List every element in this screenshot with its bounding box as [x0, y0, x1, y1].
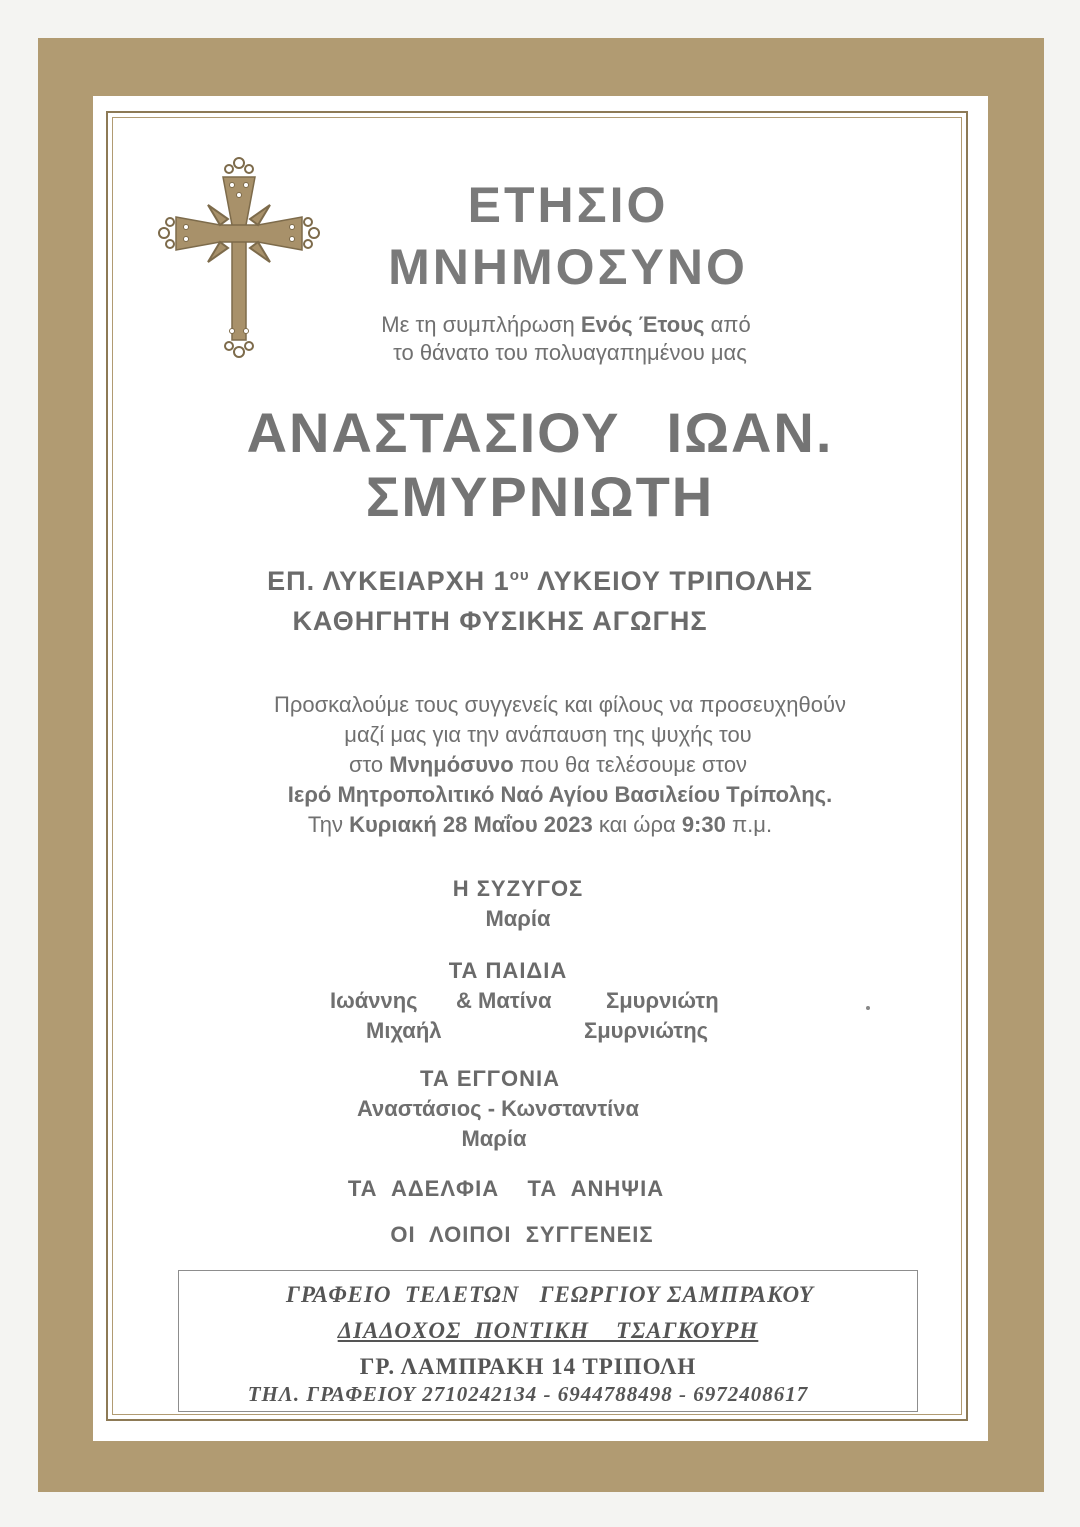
subtitle-emphasis: Ενός Έτους	[580, 312, 705, 337]
role-text: ΕΠ. ΛΥΚΕΙΑΡΧΗ 1	[267, 566, 510, 596]
child-2-name: Μιχαήλ	[366, 1018, 442, 1043]
child-1-name: Ιωάννης	[330, 988, 418, 1013]
subtitle-text: από	[704, 312, 751, 337]
date-emphasis: Κυριακή 28 Μαΐου 2023	[349, 812, 593, 837]
funeral-home-phones: ΤΗΛ. ΓΡΑΦΕΙΟΥ 2710242134 - 6944788498 - 6972408617	[247, 1382, 809, 1406]
date-text: Την	[307, 812, 350, 837]
children-label: ΤΑ ΠΑΙΔΙΑ	[448, 958, 568, 983]
deceased-name	[0, 400, 1080, 465]
invitation-line-2: μαζί μας για την ανάπαυση της ψυχής του	[344, 722, 752, 747]
title-line-2: ΜΝΗΜΟΣΥΝΟ	[388, 239, 748, 295]
subtitle-line-2: το θάνατο του πολυαγαπημένου μας	[393, 340, 747, 365]
invitation-emphasis: Μνημόσυνο	[389, 752, 514, 777]
invitation-text: στο	[348, 752, 390, 777]
child-1-surname: Σμυρνιώτη	[606, 988, 719, 1013]
grandchildren-line-1: Αναστάσιος - Κωνσταντίνα	[356, 1096, 640, 1121]
deceased-middle-name: ΙΩΑΝ.	[666, 401, 834, 464]
role-superscript: ου	[509, 567, 530, 584]
grandchildren-line-2: Μαρία	[461, 1126, 527, 1151]
siblings-nephews: ΤΑ ΑΔΕΛΦΙΑ ΤΑ ΑΝΗΨΙΑ	[347, 1176, 665, 1201]
child-2-surname: Σμυρνιώτης	[584, 1018, 709, 1043]
deceased-surname: ΣΜΥΡΝΙΩΤΗ	[365, 465, 715, 528]
role-text: ΛΥΚΕΙΟΥ ΤΡΙΠΟΛΗΣ	[529, 566, 813, 596]
invitation-text: που θα τελέσουμε στον	[513, 752, 748, 777]
deceased-first-name: ΑΝΑΣΤΑΣΙΟΥ	[246, 401, 621, 464]
invitation-line-3	[8, 752, 1080, 778]
grandchildren-label: ΤΑ ΕΓΓΟΝΙΑ	[420, 1066, 560, 1091]
time-emphasis: 9:30	[681, 812, 726, 837]
other-relatives: ΟΙ ΛΟΙΠΟΙ ΣΥΓΓΕΝΕΙΣ	[390, 1222, 654, 1247]
date-text: π.μ.	[725, 812, 773, 837]
invitation-line-1: Προσκαλούμε τους συγγενείς και φίλους να προσευχηθούν	[273, 692, 847, 717]
title-line-1: ΕΤΗΣΙΟ	[467, 177, 669, 233]
invitation-church: Ιερό Μητροπολιτικό Ναό Αγίου Βασιλείου Τρίπολης.	[287, 782, 833, 807]
spouse-name: Μαρία	[485, 906, 551, 931]
child-1-spouse: & Ματίνα	[456, 988, 552, 1013]
invitation-date	[0, 812, 1080, 838]
subtitle-text: Με τη συμπλήρωση	[381, 312, 581, 337]
funeral-home-address: ΓΡ. ΛΑΜΠΡΑΚΗ 14 ΤΡΙΠΟΛΗ	[359, 1354, 697, 1379]
spouse-label: Η ΣΥΖΥΓΟΣ	[452, 876, 584, 901]
title-role-1	[0, 566, 1080, 597]
funeral-home-successor: ΔΙΑΔΟΧΟΣ ΠΟΝΤΙΚΗ ΤΣΑΓΚΟΥΡΗ	[337, 1318, 759, 1343]
funeral-home-name: ΓΡΑΦΕΙΟ ΤΕΛΕΤΩΝ ΓΕΩΡΓΙΟΥ ΣΑΜΠΡΑΚΟΥ	[286, 1282, 814, 1307]
date-text: και ώρα	[592, 812, 682, 837]
title-role-2: ΚΑΘΗΓΗΤΗ ΦΥΣΙΚΗΣ ΑΓΩΓΗΣ	[292, 606, 708, 636]
subtitle-line-1	[26, 312, 1080, 338]
scan-speck	[866, 1006, 870, 1010]
